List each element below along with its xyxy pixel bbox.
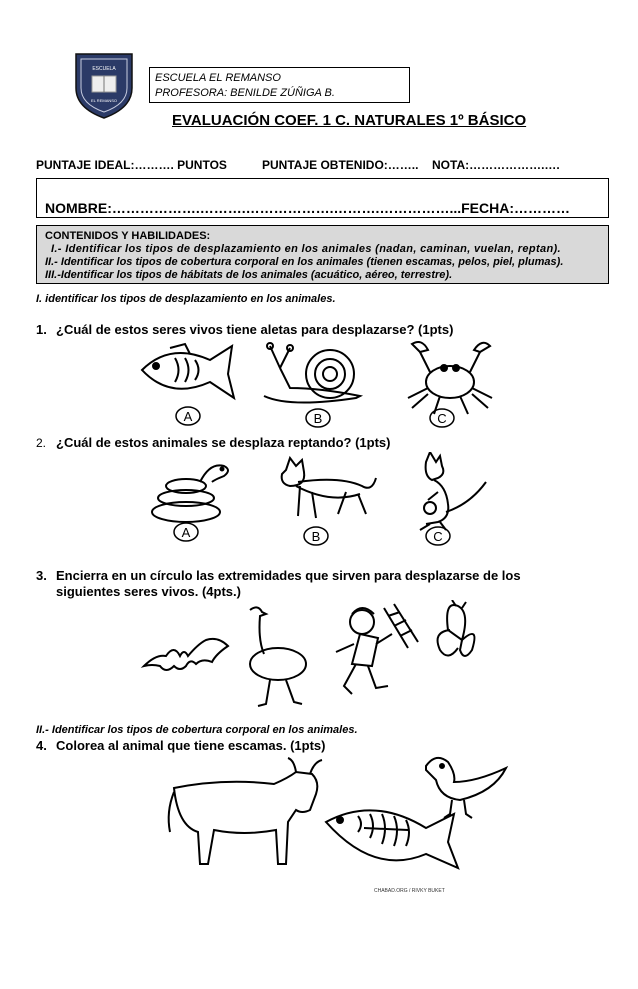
- q3-animals: [140, 600, 480, 710]
- logo-bottom-text: EL REMANSO: [90, 98, 118, 103]
- school-info-box: [149, 67, 410, 103]
- option-c-label: C: [433, 529, 443, 544]
- score-ideal: PUNTAJE IDEAL:………. PUNTOS: [36, 158, 227, 172]
- page-title: EVALUACIÓN COEF. 1 C. NATURALES 1º BÁSICO: [172, 112, 527, 129]
- option-c-label: C: [437, 411, 447, 426]
- question-1: 1. ¿Cuál de estos seres vivos tiene aletas para desplazarse? (1pts): [36, 322, 454, 337]
- score-obtained: PUNTAJE OBTENIDO:……..: [262, 158, 419, 172]
- option-a-label: A: [183, 409, 193, 424]
- question-4: 4. Colorea al animal que tiene escamas. (1pts): [36, 738, 326, 753]
- contents-box: [36, 225, 609, 284]
- logo-top-text: ESCUELA: [92, 66, 116, 72]
- crab-icon: [408, 342, 492, 414]
- section-title: II.- Identificar los tipos de cobertura corporal en los animales.: [36, 724, 358, 736]
- bat-icon: [144, 639, 228, 670]
- q4-animals: [164, 752, 514, 900]
- kangaroo-icon: [420, 452, 486, 530]
- q2-animals: [140, 452, 500, 552]
- contents-line: I.- Identificar los tipos de desplazamiento en los animales (nadan, caminan, vuelan, reptan).: [51, 243, 561, 255]
- boy-icon: [336, 604, 418, 694]
- fish-icon: [142, 344, 234, 398]
- school-name: ESCUELA EL REMANSO: [155, 72, 281, 84]
- snail-icon: [264, 343, 360, 403]
- contents-line: III.-Identificar los tipos de hábitats de los animales (acuático, aéreo, terrestre).: [45, 269, 453, 281]
- q1-animals: [130, 338, 500, 430]
- name-date-box: [36, 178, 609, 218]
- cat-icon: [282, 458, 376, 518]
- fish-icon: [326, 810, 458, 868]
- ostrich-icon: [250, 607, 306, 706]
- option-b-label: B: [313, 411, 323, 426]
- cow-icon: [169, 758, 322, 864]
- question-3: 3. Encierra en un círculo las extremidades que sirven para desplazarse de los: [36, 568, 521, 583]
- image-credit: CHABAD.ORG / RIVKY BUKET: [374, 888, 445, 894]
- teacher-name: PROFESORA: BENILDE ZÚÑIGA B.: [155, 87, 335, 99]
- snake-icon: [152, 465, 228, 522]
- name-date-line: NOMBRE:……………….……….……………….……….……………...FECHA:…………: [45, 200, 570, 216]
- question-3-continued: siguientes seres vivos. (4pts.): [56, 584, 241, 599]
- question-2: 2. ¿Cuál de estos animales se desplaza reptando? (1pts): [36, 435, 391, 450]
- butterfly-icon: [438, 600, 475, 656]
- school-logo: [72, 50, 136, 120]
- contents-line: II.- Identificar los tipos de cobertura corporal en los animales (tienen escamas, pelos, piel, plumas).: [45, 256, 564, 268]
- section-title: I. identificar los tipos de desplazamiento en los animales.: [36, 293, 336, 305]
- option-a-label: A: [181, 525, 191, 540]
- option-b-label: B: [311, 529, 321, 544]
- bird-icon: [426, 758, 506, 818]
- score-grade: NOTA:……………….….: [432, 158, 560, 172]
- contents-heading: CONTENIDOS Y HABILIDADES:: [45, 230, 211, 242]
